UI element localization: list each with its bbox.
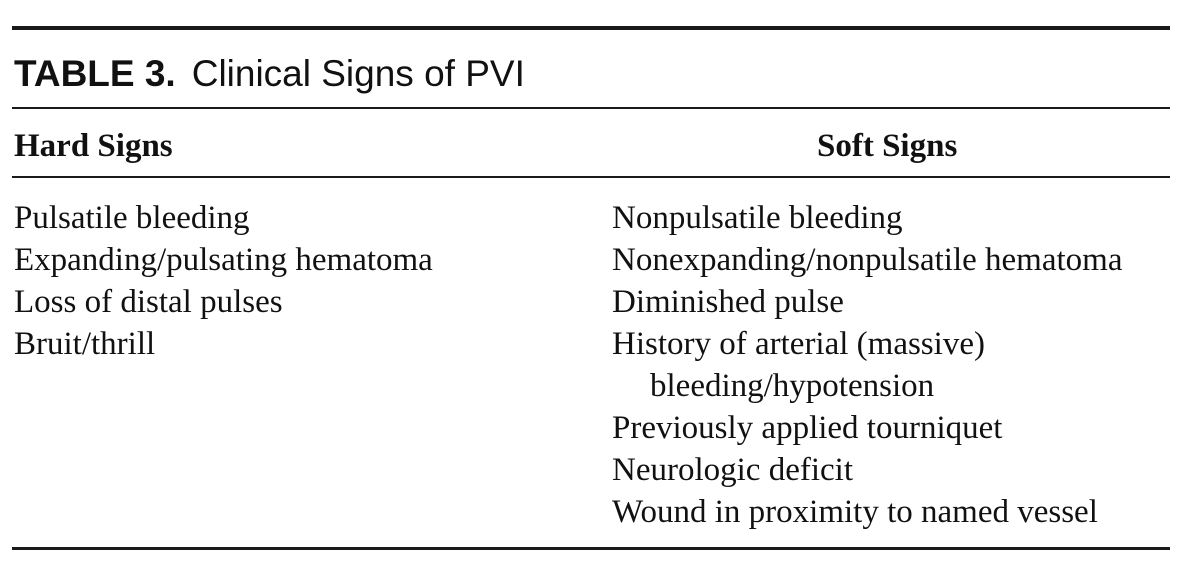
hard-sign-item: Bruit/thrill (14, 326, 156, 362)
soft-signs-list (612, 197, 1122, 533)
table-title (14, 52, 525, 96)
hard-sign-item: Expanding/pulsating hematoma (14, 242, 433, 278)
table-caption: Clinical Signs of PVI (191, 53, 525, 94)
soft-sign-item (612, 197, 1122, 239)
soft-sign-continuation: bleeding/hypotension (650, 368, 935, 404)
table-bottom-rule (12, 547, 1170, 550)
soft-sign-item (612, 323, 1122, 407)
hard-sign-item: Loss of distal pulses (14, 284, 283, 320)
soft-sign-item (612, 491, 1122, 533)
header-rule (12, 176, 1170, 178)
hard-sign-item: Pulsatile bleeding (14, 200, 250, 236)
soft-sign-text: Wound in proximity to named vessel (612, 494, 1098, 530)
column-header-hard-signs: Hard Signs (14, 128, 173, 164)
soft-sign-item (612, 449, 1122, 491)
column-header-soft-signs: Soft Signs (817, 128, 958, 164)
soft-sign-text: Diminished pulse (612, 284, 844, 320)
soft-sign-item (612, 239, 1122, 281)
soft-sign-text: Nonexpanding/nonpulsatile hematoma (612, 242, 1123, 278)
soft-sign-item (612, 407, 1122, 449)
table-label: TABLE 3. (14, 53, 176, 94)
soft-sign-item (612, 281, 1122, 323)
soft-sign-text: Previously applied tourniquet (612, 410, 1003, 446)
soft-sign-text: Nonpulsatile bleeding (612, 200, 903, 236)
soft-sign-text: History of arterial (massive) (612, 326, 985, 362)
soft-sign-text: Neurologic deficit (612, 452, 853, 488)
hard-signs-list (14, 197, 433, 365)
title-rule (12, 107, 1170, 109)
table-top-rule (12, 26, 1170, 30)
